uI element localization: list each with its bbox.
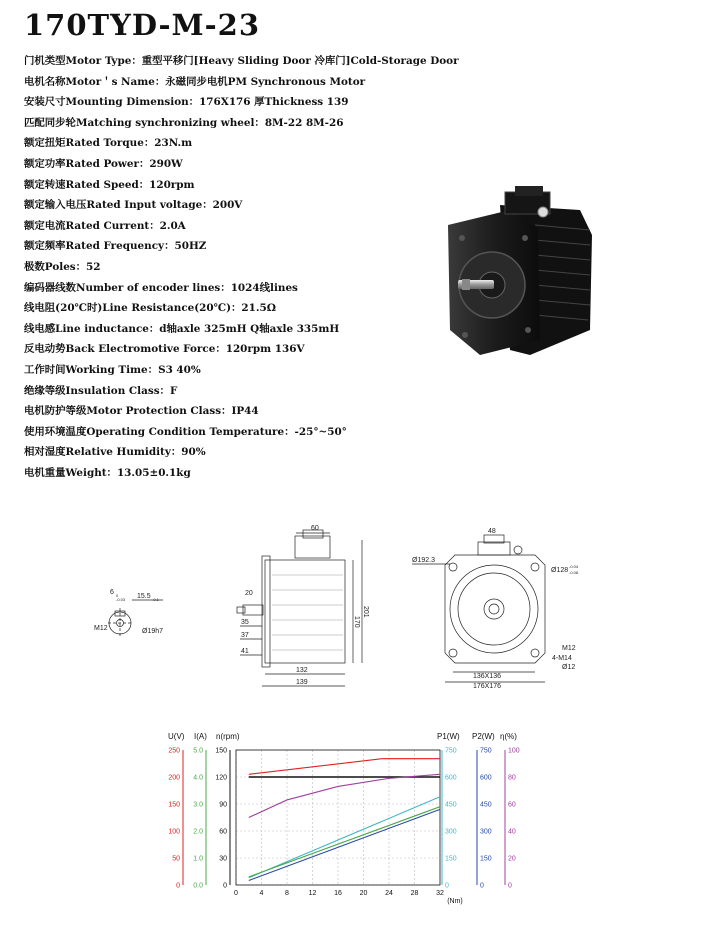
series-line: [249, 774, 440, 817]
page-title: 170TYD-M-23: [24, 8, 261, 42]
performance-chart: [0, 725, 705, 910]
spec-value: 21.5Ω: [241, 302, 276, 315]
spec-row: [24, 216, 459, 237]
x-tick-label: 16: [334, 890, 342, 897]
spec-value: 永磁同步电机PM Synchronous Motor: [165, 75, 366, 88]
axis-title: P2(W): [472, 732, 495, 741]
y-tick-label: 90: [219, 801, 227, 809]
spec-row: [24, 319, 459, 340]
spec-label: 电机防护等级Motor Protection Class：: [24, 405, 232, 418]
y-tick-label: 150: [168, 801, 180, 809]
spec-row: [24, 463, 459, 484]
y-tick-label: 0: [508, 882, 512, 890]
spec-row: [24, 442, 459, 463]
y-tick-label: 300: [480, 828, 492, 836]
spec-value: S3 40%: [158, 363, 201, 376]
y-tick-label: 60: [219, 828, 227, 836]
y-tick-label: 0: [223, 882, 227, 890]
front-pitch: 136X136: [473, 673, 502, 680]
y-tick-label: 300: [445, 828, 457, 836]
series-line: [249, 809, 440, 880]
y-tick-label: 0.0: [193, 882, 203, 890]
side-body-h: 170: [353, 616, 360, 628]
spec-value: F: [169, 384, 178, 397]
spec-label: 绝缘等级Insulation Class：: [24, 384, 170, 397]
y-tick-label: 3.0: [193, 801, 203, 809]
side-len-2: 139: [296, 679, 308, 686]
spec-row: [24, 154, 459, 175]
y-tick-label: 150: [215, 747, 227, 755]
front-pilot: Ø128: [551, 567, 569, 574]
shaft-thread-label: M12: [94, 625, 108, 632]
spec-value: d轴axle 325mH Q轴axle 335mH: [159, 322, 340, 335]
spec-value: 90%: [181, 446, 206, 459]
spec-list: [24, 51, 459, 483]
spec-value: 50HZ: [174, 240, 207, 253]
spec-value: 290W: [149, 157, 183, 170]
y-tick-label: 200: [168, 774, 180, 782]
y-tick-label: 5.0: [193, 747, 203, 755]
y-tick-label: 150: [480, 855, 492, 863]
axis-title: P1(W): [437, 732, 460, 741]
front-hole-dia: Ø12: [562, 664, 576, 671]
y-tick-label: 30: [219, 855, 227, 863]
spec-value: 2.0A: [159, 219, 186, 232]
spec-label: 电机重量Weight：: [24, 466, 117, 479]
spec-label: 相对湿度Relative Humidity：: [24, 446, 182, 459]
y-tick-label: 600: [445, 774, 457, 782]
y-tick-label: 20: [508, 855, 516, 863]
y-tick-label: 600: [480, 774, 492, 782]
spec-label: 反电动势Back Electromotive Force：: [24, 343, 226, 356]
motor-photo: [440, 180, 600, 360]
x-tick-label: 32: [436, 890, 444, 897]
spec-row: [24, 360, 459, 381]
y-tick-label: 2.0: [193, 828, 203, 836]
svg-text:-0.03: -0.03: [116, 597, 126, 602]
spec-label: 工作时间Working Time：: [24, 363, 159, 376]
x-tick-label: 4: [259, 890, 264, 897]
spec-label: 匹配同步轮Matching synchronizing wheel：: [24, 116, 265, 129]
shaft-dia-label: Ø19h7: [142, 628, 164, 635]
x-tick-label: 8: [285, 890, 289, 897]
spec-value: 200V: [212, 199, 243, 212]
spec-row: [24, 195, 459, 216]
spec-label: 线电感Line inductance：: [24, 322, 160, 335]
spec-label: 门机类型Motor Type：: [24, 55, 142, 67]
side-dim-4: 41: [241, 648, 249, 655]
series-line: [249, 759, 440, 775]
shaft-key-label: 6: [110, 589, 114, 596]
axis-title: n(rpm): [216, 732, 240, 741]
spec-label: 额定转速Rated Speed：: [24, 178, 150, 191]
side-top-dim: 60: [311, 525, 319, 532]
side-len-1: 132: [296, 667, 308, 674]
side-total-h: 201: [362, 606, 369, 618]
front-top-dim: 48: [488, 528, 496, 535]
series-line: [249, 797, 440, 878]
spec-row: [24, 422, 459, 443]
spec-label: 极数Poles：: [24, 260, 87, 273]
x-tick-label: 0: [234, 890, 238, 897]
y-tick-label: 100: [508, 747, 520, 755]
x-axis-label: (Nm): [447, 898, 463, 905]
y-tick-label: 1.0: [193, 855, 203, 863]
spec-value: IP44: [231, 405, 259, 418]
spec-row: [24, 298, 459, 319]
spec-value: 13.05±0.1kg: [116, 466, 191, 479]
spec-value: 8M-22 8M-26: [264, 116, 344, 129]
spec-value: 1024线lines: [230, 281, 298, 294]
front-bolt-circle: Ø192.3: [412, 557, 435, 564]
spec-value: 120rpm 136V: [225, 343, 305, 356]
y-tick-label: 0: [445, 882, 449, 890]
x-tick-label: 24: [385, 890, 393, 897]
front-view: [412, 528, 579, 690]
spec-row: [24, 133, 459, 154]
spec-label: 额定电流Rated Current：: [24, 219, 160, 232]
front-frame: 176X176: [473, 683, 502, 690]
spec-label: 编码器线数Number of encoder lines：: [24, 281, 231, 294]
y-tick-label: 60: [508, 801, 516, 809]
spec-value: 176X176 厚Thickness 139: [199, 96, 349, 109]
spec-row: [24, 381, 459, 402]
svg-text:-0.1: -0.1: [152, 597, 159, 602]
spec-value: -25°~50°: [294, 425, 347, 438]
series-line: [249, 807, 440, 877]
side-dim-3: 37: [241, 632, 249, 639]
y-tick-label: 4.0: [193, 774, 203, 782]
y-tick-label: 40: [508, 828, 516, 836]
spec-label: 额定功率Rated Power：: [24, 157, 150, 170]
front-thread: M12: [562, 645, 576, 652]
front-holes: 4-M14: [552, 655, 572, 662]
y-tick-label: 750: [445, 747, 457, 755]
svg-text:0: 0: [116, 593, 119, 598]
shaft-depth-label: 15.5: [137, 593, 151, 600]
spec-value: 23N.m: [154, 137, 193, 150]
spec-row: [24, 278, 459, 299]
spec-label: 额定扭矩Rated Torque：: [24, 137, 155, 150]
side-view: [237, 525, 369, 686]
side-dim-1: 20: [245, 590, 253, 597]
y-tick-label: 250: [168, 747, 180, 755]
spec-row: [24, 51, 459, 72]
x-tick-label: 28: [410, 890, 419, 897]
spec-row: [24, 175, 459, 196]
axis-title: I(A): [194, 732, 207, 741]
x-tick-label: 20: [359, 890, 368, 897]
spec-row: [24, 92, 459, 113]
y-tick-label: 450: [445, 801, 457, 809]
spec-label: 安装尺寸Mounting Dimension：: [24, 96, 200, 109]
shaft-section: [94, 589, 163, 638]
spec-label: 额定输入电压Rated Input voltage：: [24, 199, 213, 212]
svg-text:-0.08: -0.08: [569, 570, 579, 575]
dimension-drawing: [0, 520, 705, 695]
spec-row: [24, 72, 459, 93]
spec-label: 使用环境温度Operating Condition Temperature：: [24, 425, 295, 438]
y-tick-label: 450: [480, 801, 492, 809]
spec-row: [24, 113, 459, 134]
svg-text:-0.04: -0.04: [569, 564, 579, 569]
y-tick-label: 120: [215, 774, 227, 782]
side-dim-2: 35: [241, 619, 249, 626]
spec-label: 额定频率Rated Frequency：: [24, 240, 175, 253]
y-tick-label: 50: [172, 855, 180, 863]
axis-title: η(%): [500, 732, 517, 741]
y-tick-label: 750: [480, 747, 492, 755]
spec-value: 52: [86, 260, 101, 273]
axis-title: U(V): [168, 732, 185, 741]
spec-row: [24, 257, 459, 278]
spec-label: 线电阻(20℃时)Line Resistance(20℃)：: [24, 302, 242, 315]
y-tick-label: 0: [480, 882, 484, 890]
spec-row: [24, 401, 459, 422]
y-tick-label: 100: [168, 828, 180, 836]
spec-label: 电机名称Motor＇s Name：: [24, 75, 166, 88]
spec-value: 重型平移门[Heavy Sliding Door 冷库门]Cold-Storage Door: [141, 55, 459, 67]
spec-row: [24, 236, 459, 257]
x-tick-label: 12: [308, 890, 317, 897]
y-tick-label: 80: [508, 774, 516, 782]
spec-row: [24, 339, 459, 360]
spec-value: 120rpm: [149, 178, 195, 191]
y-tick-label: 0: [176, 882, 180, 890]
y-tick-label: 150: [445, 855, 457, 863]
